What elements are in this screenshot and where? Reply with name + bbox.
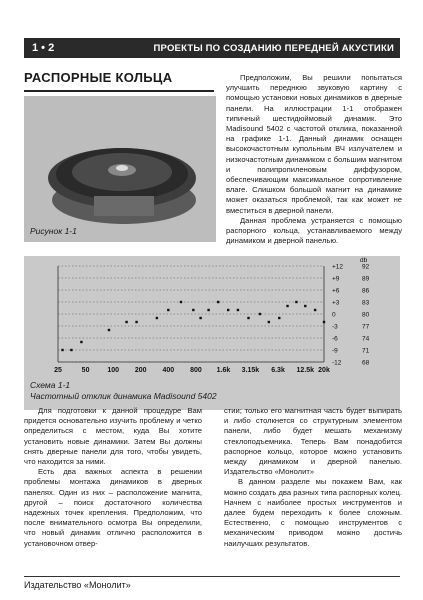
- y-right-tick-label: 80: [362, 311, 370, 319]
- x-tick-label: 6.3k: [271, 367, 285, 374]
- data-point: [314, 309, 316, 311]
- y-right-tick-label: 89: [362, 275, 370, 283]
- y-tick-label: 0: [332, 311, 336, 319]
- y-tick-label: +9: [332, 275, 340, 283]
- intro-text: [226, 73, 402, 246]
- page-header: [24, 38, 400, 58]
- data-point: [70, 349, 72, 351]
- data-point: [323, 321, 325, 323]
- data-point: [156, 317, 158, 319]
- y-right-tick-label: 83: [362, 299, 370, 307]
- paragraph: Данная проблема устраняется с помощью распорного кольца, устанавливаемого между динамиком и дверной панелью.: [226, 215, 402, 246]
- data-point: [286, 305, 288, 307]
- section-underline: [24, 90, 214, 92]
- y-tick-label: -12: [332, 359, 342, 367]
- body-right-column: [224, 406, 402, 549]
- x-tick-label: 1.6k: [216, 367, 231, 374]
- paragraph: стии; только его магнитная часть будет выпирать и либо столкнется со структурным элементом панели, либо будет мешать механизму стеклоподъемника. Теперь Вам понадобится распорное кольцо, которое можно установить между динамиком и дверной панелью. Издательство «Монолит»: [224, 406, 402, 477]
- x-tick-label: 400: [162, 367, 175, 374]
- y-tick-label: -6: [332, 335, 338, 343]
- chart-caption-title: Схема 1-1: [30, 380, 71, 390]
- data-point: [61, 349, 63, 351]
- data-point: [135, 321, 137, 323]
- x-tick-label: 3.15k: [241, 367, 260, 374]
- paragraph: Для подготовки к данной процедуре Вам придется основательно изучить проблему и четко определиться с местом, куда Вы хотите установить новые динамики. Затем Вы должны снять дверные панели для того, чтобы увидеть, что находится за ними.: [24, 406, 202, 467]
- figure-1-panel: [24, 96, 216, 242]
- paragraph: Есть два важных аспекта в решении проблемы монтажа динамиков в дверных панелях. Один из них – расположение магнита, другой – поиск достаточного количества надежных точек крепления. Предположим, что после внимательного осмотра Вы определили, что новый динамик отлично расположится в установочном отвер-: [24, 467, 202, 548]
- data-point: [125, 321, 127, 323]
- y-tick-label: -9: [332, 347, 338, 355]
- speaker-photo: [24, 96, 216, 242]
- data-point: [304, 305, 306, 307]
- data-point: [180, 301, 182, 303]
- data-point: [108, 329, 110, 331]
- y-unit-label: db: [360, 257, 368, 264]
- frequency-response-chart: [24, 256, 400, 374]
- x-tick-label: 800: [190, 367, 202, 374]
- data-point: [227, 309, 229, 311]
- figure-caption: Рисунок 1-1: [30, 226, 77, 236]
- data-point: [295, 301, 297, 303]
- chart-caption-subtitle: Частотный отклик динамика Madisound 5402: [30, 391, 217, 401]
- y-tick-label: +6: [332, 287, 340, 295]
- chart-caption: [30, 380, 217, 402]
- section-title: РАСПОРНЫЕ КОЛЬЦА: [24, 70, 173, 85]
- y-tick-label: +12: [332, 263, 344, 271]
- y-right-tick-label: 92: [362, 263, 370, 271]
- y-tick-label: +3: [332, 299, 340, 307]
- y-right-tick-label: 77: [362, 323, 370, 331]
- publisher-footer: Издательство «Монолит»: [24, 580, 131, 590]
- x-tick-label: 20k: [318, 367, 330, 374]
- x-tick-label: 25: [54, 367, 62, 374]
- x-tick-label: 12.5k: [296, 367, 315, 374]
- data-point: [192, 309, 194, 311]
- data-point: [217, 301, 219, 303]
- footer-rule: [24, 576, 400, 577]
- body-left-column: [24, 406, 202, 549]
- data-point: [237, 309, 239, 311]
- data-point: [259, 313, 261, 315]
- data-point: [167, 309, 169, 311]
- x-tick-label: 100: [107, 367, 120, 374]
- data-point: [199, 317, 201, 319]
- y-tick-label: -3: [332, 323, 338, 331]
- x-tick-label: 200: [134, 367, 147, 374]
- y-right-tick-label: 74: [362, 335, 370, 343]
- paragraph: Предположим, Вы решили попытаться улучшить переднюю звуковую картину с помощью установки новых динамиков в дверные панели. На иллюстрации 1-1 отображен типичный шестидюймовый динамик. Это Madisound 5402 с частотой отклика, показанной на графике 1-1. Данный динамик оснащен высокочастотным купольным ВЧ излучателем и низкочастотным динамиком с большим магнитом и полипропиленовым диффузором, обеспечивающим максимальное сопротивление влаге. Слишком большой магнит на динамике может оказаться проблемой, так как может не вместиться в дверной панели.: [226, 73, 402, 215]
- chapter-title: ПРОЕКТЫ ПО СОЗДАНИЮ ПЕРЕДНЕЙ АКУСТИКИ: [153, 42, 394, 54]
- data-point: [207, 309, 209, 311]
- x-tick-label: 50: [81, 367, 90, 374]
- y-right-tick-label: 86: [362, 287, 370, 295]
- data-point: [278, 317, 280, 319]
- page-number: 1 • 2: [32, 42, 55, 54]
- data-point: [247, 317, 249, 319]
- y-right-tick-label: 71: [362, 347, 370, 355]
- data-point: [80, 341, 82, 343]
- data-point: [268, 321, 270, 323]
- paragraph: В данном разделе мы покажем Вам, как можно создать два разных типа распорных колец. Начнем с наиболее простых инструментов и далее будем переходить к более сложным. Естественно, с помощью инструментов с механическим приводом можно достичь наилучших результатов.: [224, 477, 402, 548]
- y-right-tick-label: 68: [362, 359, 370, 367]
